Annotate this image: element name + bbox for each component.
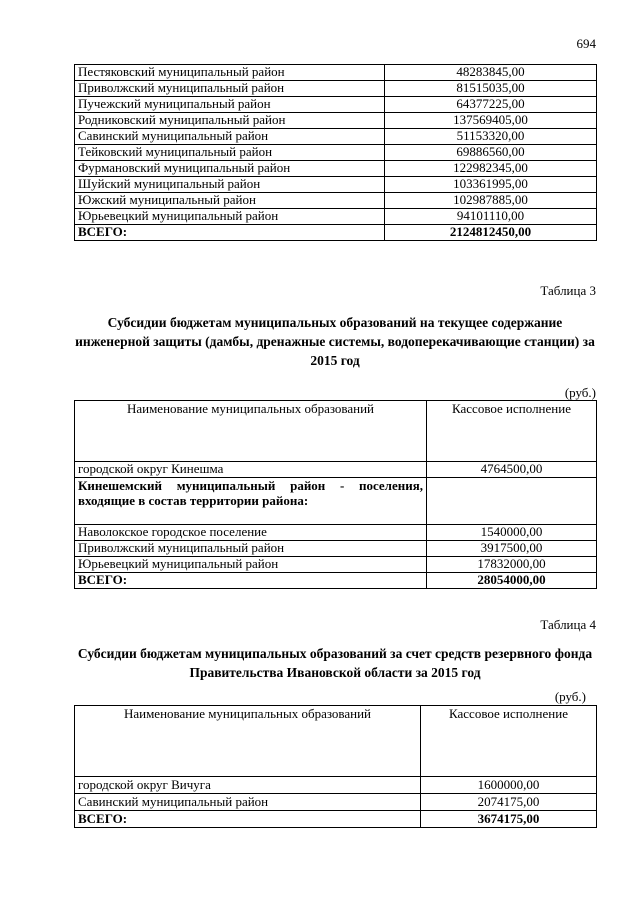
row-value: 64377225,00 bbox=[385, 97, 597, 113]
table-4-unit: (руб.) bbox=[554, 689, 586, 704]
group-label: Кинешемский муниципальный район - поселения, входящие в состав территории района: bbox=[75, 478, 427, 525]
table-4-title: Субсидии бюджетам муниципальных образований за счет средств резервного фонда Правительства Ивановской области за 2015 год bbox=[77, 646, 593, 680]
table-3-title: Субсидии бюджетам муниципальных образований на текущее содержание инженерной защиты (дамбы, дренажные системы, водоперекачивающие станции) за 2015 год bbox=[75, 315, 595, 368]
row-name: городской округ Кинешма bbox=[75, 462, 427, 478]
table-total-row bbox=[75, 225, 597, 241]
row-value: 4764500,00 bbox=[427, 462, 597, 478]
table-row bbox=[75, 794, 597, 811]
row-value: 103361995,00 bbox=[385, 177, 597, 193]
total-value: 28054000,00 bbox=[427, 573, 597, 589]
row-value: 94101110,00 bbox=[385, 209, 597, 225]
table-row bbox=[75, 193, 597, 209]
row-value: 51153320,00 bbox=[385, 129, 597, 145]
table-row bbox=[75, 541, 597, 557]
row-value: 2074175,00 bbox=[421, 794, 597, 811]
group-value-empty bbox=[427, 478, 597, 525]
row-value: 1600000,00 bbox=[421, 777, 597, 794]
total-label: ВСЕГО: bbox=[75, 811, 421, 828]
table-row bbox=[75, 209, 597, 225]
row-value: 102987885,00 bbox=[385, 193, 597, 209]
table-row bbox=[75, 525, 597, 541]
table-row bbox=[75, 97, 597, 113]
table-4-caption: Таблица 4 bbox=[540, 617, 596, 632]
row-name: Родниковский муниципальный район bbox=[75, 113, 385, 129]
row-name: Приволжский муниципальный район bbox=[75, 81, 385, 97]
row-name: Тейковский муниципальный район bbox=[75, 145, 385, 161]
table-header-row bbox=[75, 401, 597, 462]
row-name: Савинский муниципальный район bbox=[75, 794, 421, 811]
row-name: городской округ Вичуга bbox=[75, 777, 421, 794]
row-name: Шуйский муниципальный район bbox=[75, 177, 385, 193]
row-value: 122982345,00 bbox=[385, 161, 597, 177]
row-value: 17832000,00 bbox=[427, 557, 597, 573]
row-name: Приволжский муниципальный район bbox=[75, 541, 427, 557]
row-value: 81515035,00 bbox=[385, 81, 597, 97]
table-3-unit: (руб.) bbox=[564, 385, 596, 400]
total-label: ВСЕГО: bbox=[75, 225, 385, 241]
row-value: 48283845,00 bbox=[385, 65, 597, 81]
row-value: 137569405,00 bbox=[385, 113, 597, 129]
table-row bbox=[75, 161, 597, 177]
total-value: 2124812450,00 bbox=[385, 225, 597, 241]
row-value: 69886560,00 bbox=[385, 145, 597, 161]
column-header-execution: Кассовое исполнение bbox=[421, 706, 597, 777]
row-value: 1540000,00 bbox=[427, 525, 597, 541]
subsidy-table-continued bbox=[74, 64, 597, 241]
total-value: 3674175,00 bbox=[421, 811, 597, 828]
table-row bbox=[75, 777, 597, 794]
total-label: ВСЕГО: bbox=[75, 573, 427, 589]
row-name: Наволокское городское поселение bbox=[75, 525, 427, 541]
page-number: 694 bbox=[576, 36, 596, 51]
table-total-row bbox=[75, 573, 597, 589]
row-value: 3917500,00 bbox=[427, 541, 597, 557]
row-name: Юрьевецкий муниципальный район bbox=[75, 557, 427, 573]
table-row bbox=[75, 145, 597, 161]
column-header-municipality: Наименование муниципальных образований bbox=[75, 401, 427, 462]
engineering-protection-subsidy-table bbox=[74, 400, 597, 589]
row-name: Савинский муниципальный район bbox=[75, 129, 385, 145]
table-total-row bbox=[75, 811, 597, 828]
row-name: Фурмановский муниципальный район bbox=[75, 161, 385, 177]
column-header-municipality: Наименование муниципальных образований bbox=[75, 706, 421, 777]
table-group-row bbox=[75, 478, 597, 525]
table-header-row bbox=[75, 706, 597, 777]
table-row bbox=[75, 177, 597, 193]
subsidy-table-continued-body bbox=[75, 65, 597, 241]
reserve-fund-subsidy-table bbox=[74, 705, 597, 828]
table-row bbox=[75, 81, 597, 97]
row-name: Пучежский муниципальный район bbox=[75, 97, 385, 113]
row-name: Южский муниципальный район bbox=[75, 193, 385, 209]
table-row bbox=[75, 65, 597, 81]
table-row bbox=[75, 462, 597, 478]
row-name: Пестяковский муниципальный район bbox=[75, 65, 385, 81]
row-name: Юрьевецкий муниципальный район bbox=[75, 209, 385, 225]
table-row bbox=[75, 129, 597, 145]
column-header-execution: Кассовое исполнение bbox=[427, 401, 597, 462]
table-row bbox=[75, 113, 597, 129]
table-3-caption: Таблица 3 bbox=[540, 283, 596, 298]
table-row bbox=[75, 557, 597, 573]
